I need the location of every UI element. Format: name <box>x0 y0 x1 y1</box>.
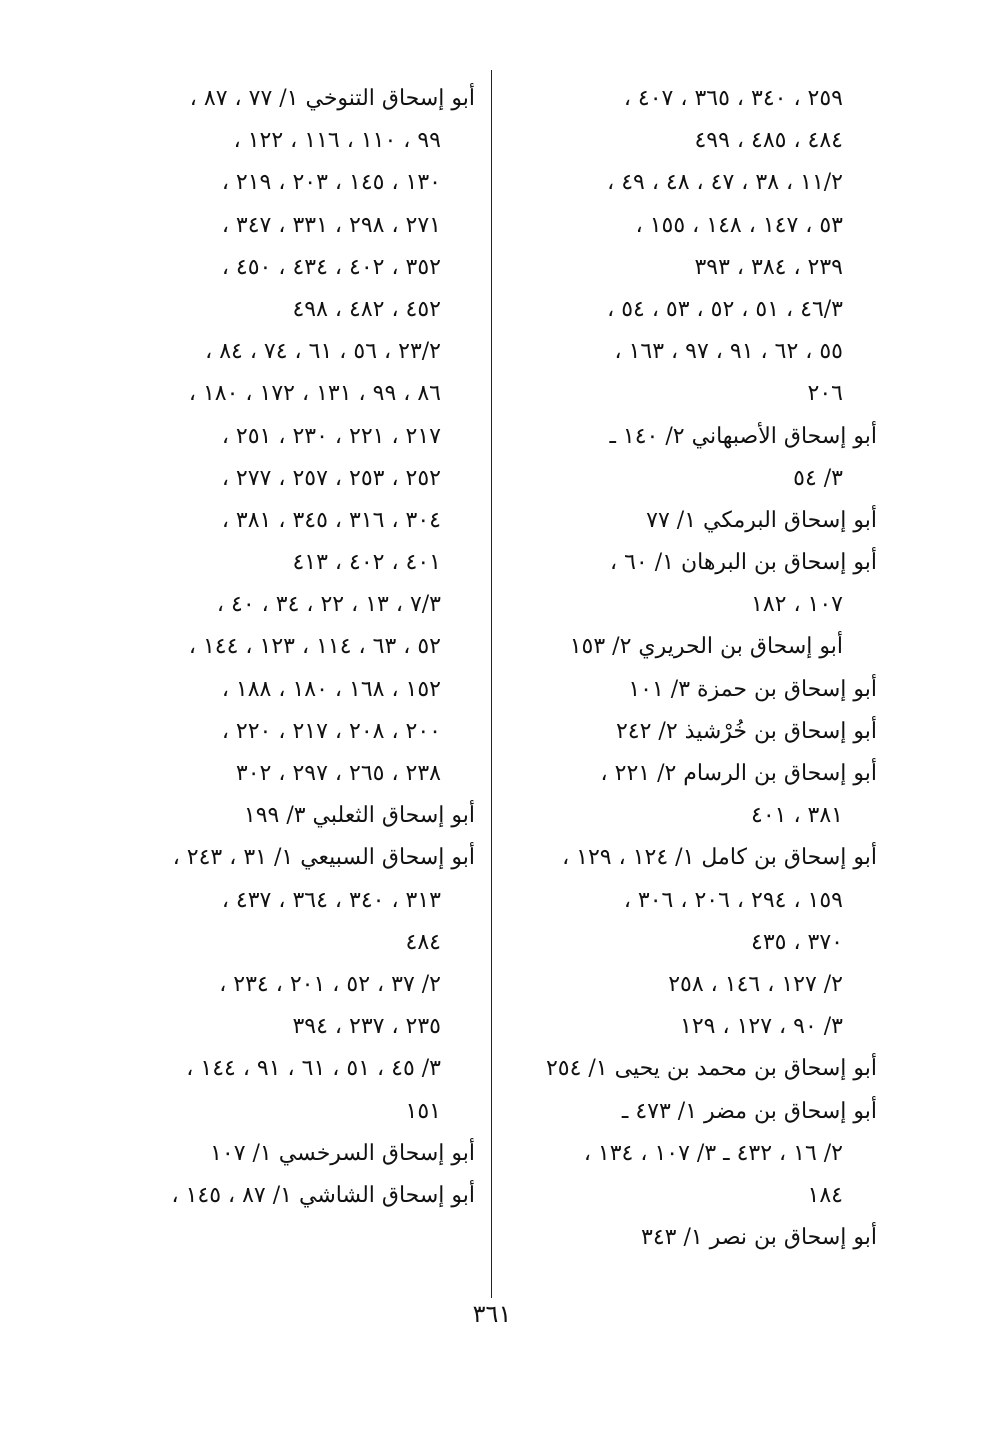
index-line: ٣/ ٤٥ ، ٥١ ، ٦١ ، ٩١ ، ١٤٤ ، <box>186 1056 441 1082</box>
index-line: ٢٥٩ ، ٣٤٠ ، ٣٦٥ ، ٤٠٧ ، <box>623 86 843 111</box>
index-entry-heading: أبو إسحاق بن خُرْشيذ ٢/ ٢٤٢ <box>615 718 877 744</box>
index-line: ٤٨٤ <box>405 929 441 955</box>
index-entry-heading: أبو إسحاق بن الرسام ٢/ ٢٢١ ، <box>600 761 877 786</box>
index-entry-heading: أبو إسحاق الثعلبي ٣/ ١٩٩ <box>243 803 475 829</box>
index-entry-heading: أبو إسحاق السرخسي ١/ ١٠٧ <box>210 1140 475 1166</box>
index-line: ٣٧٠ ، ٤٣٥ <box>751 929 843 955</box>
index-line: ٢/ ٣٧ ، ٥٢ ، ٢٠١ ، ٢٣٤ ، <box>219 971 441 997</box>
index-line: ١٥١ <box>405 1098 441 1124</box>
index-line: ٩٩ ، ١١٠ ، ١١٦ ، ١٢٢ ، <box>233 128 441 154</box>
index-line: ١٥٩ ، ٢٩٤ ، ٢٠٦ ، ٣٠٦ ، <box>623 887 843 913</box>
index-line: ٥٢ ، ٦٣ ، ١١٤ ، ١٢٣ ، ١٤٤ ، <box>188 634 441 660</box>
index-entry-heading: أبو إسحاق الشاشي ١/ ٨٧ ، ١٤٥ ، <box>171 1182 475 1208</box>
column-divider <box>491 70 492 1298</box>
index-entry-heading: أبو إسحاق بن محمد بن يحيى ١/ ٢٥٤ <box>545 1056 877 1082</box>
index-entry-heading: أبو إسحاق السبيعي ١/ ٣١ ، ٢٤٣ ، <box>172 845 475 871</box>
index-entry-heading: أبو إسحاق التنوخي ١/ ٧٧ ، ٨٧ ، <box>189 86 475 111</box>
index-entry-heading: أبو إسحاق بن كامل ١/ ١٢٤ ، ١٢٩ ، <box>562 845 877 871</box>
index-line: ٤٠١ ، ٤٠٢ ، ٤١٣ <box>292 550 441 576</box>
index-line: ٣/ ٩٠ ، ١٢٧ ، ١٢٩ <box>680 1014 843 1040</box>
index-line: ٣٥٢ ، ٤٠٢ ، ٤٣٤ ، ٤٥٠ ، <box>221 254 441 280</box>
index-line: ١٠٧ ، ١٨٢ <box>751 592 843 618</box>
index-entry-heading: أبو إسحاق بن مضر ١/ ٤٧٣ ـ <box>621 1098 877 1124</box>
right-column <box>505 78 877 1259</box>
index-line: ٤٨٤ ، ٤٨٥ ، ٤٩٩ <box>694 128 843 154</box>
index-entry-heading: أبو إسحاق بن البرهان ١/ ٦٠ ، <box>610 550 877 576</box>
index-entry-heading: أبو إسحاق بن نصر ١/ ٣٤٣ <box>641 1225 877 1251</box>
index-line: ٢٣٨ ، ٢٦٥ ، ٢٩٧ ، ٣٠٢ <box>235 761 441 786</box>
index-line: ١٥٢ ، ١٦٨ ، ١٨٠ ، ١٨٨ ، <box>221 676 441 702</box>
index-entry-heading: أبو إسحاق البرمكي ١/ ٧٧ <box>646 507 877 533</box>
index-line: ٣٨١ ، ٤٠١ <box>751 803 843 829</box>
index-entry-heading: أبو إسحاق بن حمزة ٣/ ١٠١ <box>628 676 877 702</box>
index-line: ٣١٣ ، ٣٤٠ ، ٣٦٤ ، ٤٣٧ ، <box>221 887 441 913</box>
index-line: ٢٥٢ ، ٢٥٣ ، ٢٥٧ ، ٢٧٧ ، <box>221 465 441 491</box>
index-line: ١٨٤ <box>807 1182 843 1208</box>
page-number: ٣٦١ <box>472 1300 512 1328</box>
index-line: ٢٧١ ، ٢٩٨ ، ٣٣١ ، ٣٤٧ ، <box>221 212 441 238</box>
index-line: ٥٥ ، ٦٢ ، ٩١ ، ٩٧ ، ١٦٣ ، <box>614 339 843 365</box>
left-column <box>100 78 475 1217</box>
index-line: ٢١٧ ، ٢٢١ ، ٢٣٠ ، ٢٥١ ، <box>221 423 441 449</box>
index-line: ٢٠٦ <box>807 381 843 407</box>
index-entry-heading: أبو إسحاق الأصبهاني ٢/ ١٤٠ ـ <box>609 423 877 449</box>
index-line: ٧/٣ ، ١٣ ، ٢٢ ، ٣٤ ، ٤٠ ، <box>216 592 441 618</box>
index-line: ٢/ ١٦ ، ٤٣٢ ـ ٣/ ١٠٧ ، ١٣٤ ، <box>583 1140 843 1166</box>
index-line: ٢٣٩ ، ٣٨٤ ، ٣٩٣ <box>694 254 843 280</box>
index-line: ٢٠٠ ، ٢٠٨ ، ٢١٧ ، ٢٢٠ ، <box>221 718 441 744</box>
index-line: ٣/ ٥٤ <box>793 465 843 491</box>
index-line: ٨٦ ، ٩٩ ، ١٣١ ، ١٧٢ ، ١٨٠ ، <box>188 381 441 407</box>
index-entry-heading: أبو إسحاق بن الحريري ٢/ ١٥٣ <box>569 634 843 660</box>
index-line: ٤٥٢ ، ٤٨٢ ، ٤٩٨ <box>292 296 441 322</box>
index-line: ١٣٠ ، ١٤٥ ، ٢٠٣ ، ٢١٩ ، <box>221 170 441 196</box>
index-line: ٢٣٥ ، ٢٣٧ ، ٣٩٤ <box>292 1014 441 1040</box>
index-line: ٢/ ١٢٧ ، ١٤٦ ، ٢٥٨ <box>668 971 843 997</box>
index-line: ٤٦/٣ ، ٥١ ، ٥٢ ، ٥٣ ، ٥٤ ، <box>607 296 843 322</box>
index-line: ٥٣ ، ١٤٧ ، ١٤٨ ، ١٥٥ ، <box>635 212 843 238</box>
index-line: ٢٣/٢ ، ٥٦ ، ٦١ ، ٧٤ ، ٨٤ ، <box>205 339 441 365</box>
index-line: ١١/٢ ، ٣٨ ، ٤٧ ، ٤٨ ، ٤٩ ، <box>607 170 843 196</box>
index-line: ٣٠٤ ، ٣١٦ ، ٣٤٥ ، ٣٨١ ، <box>221 507 441 533</box>
